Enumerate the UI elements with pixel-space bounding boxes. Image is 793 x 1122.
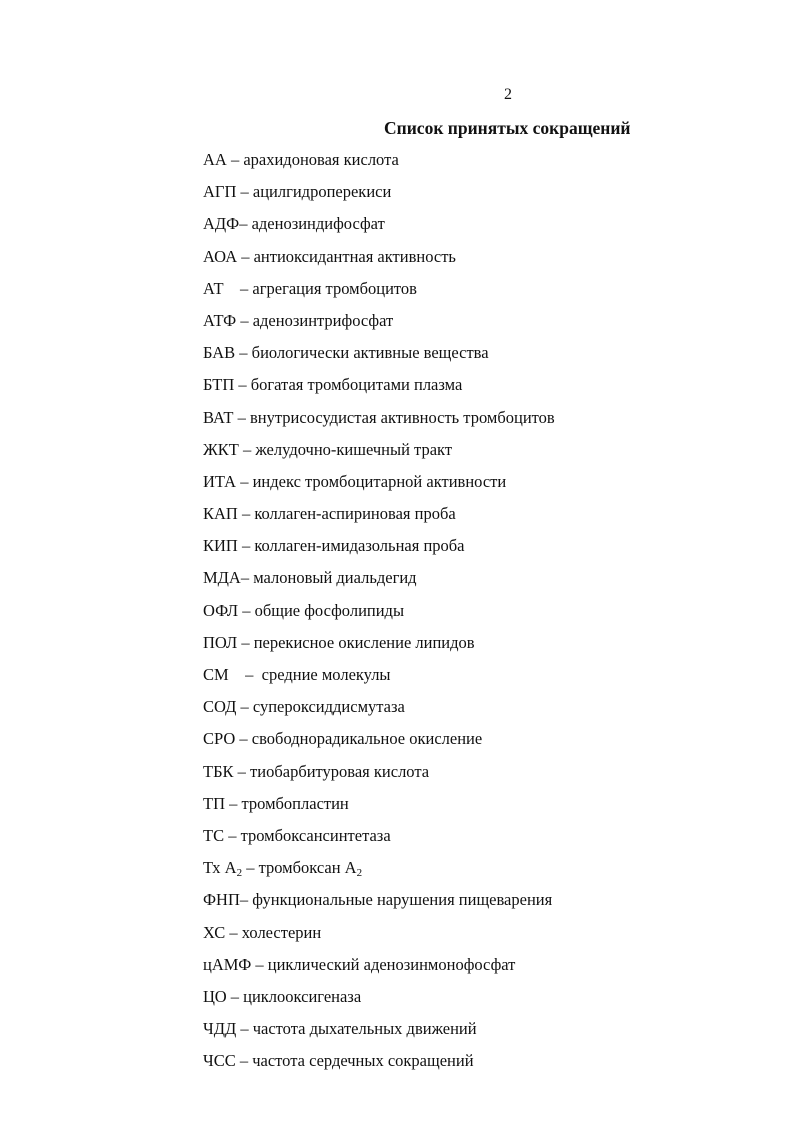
abbreviation-item: ТБК – тиобарбитуровая кислота xyxy=(203,761,430,781)
abbreviation-item: МДА– малоновый диальдегид xyxy=(203,568,417,588)
abbreviation-item: АДФ– аденозиндифосфат xyxy=(203,214,385,234)
abbreviation-item: ВАТ – внутрисосудистая активность тромбоцитов xyxy=(203,407,555,427)
abbreviation-item: АОА – антиоксидантная активность xyxy=(203,246,456,266)
abbreviation-item: ФНП– функциональные нарушения пищеварения xyxy=(203,890,553,910)
abbreviation-definition: – тромбоксан А xyxy=(242,858,357,878)
abbreviation-item: СМ – средние молекулы xyxy=(203,665,391,684)
abbreviation-list xyxy=(203,150,555,1083)
abbreviation-item: ЧДД – частота дыхательных движений xyxy=(203,1019,477,1039)
abbreviation-item: БТП – богатая тромбоцитами плазма xyxy=(203,375,463,395)
abbreviation-item: КИП – коллаген-имидазольная проба xyxy=(203,536,465,556)
subscript: 2 xyxy=(236,867,243,880)
page-title: Список принятых сокращений xyxy=(384,118,631,138)
abbreviation-item: ЦО – циклооксигеназа xyxy=(203,986,362,1006)
abbreviation-item: СОД – супероксиддисмутаза xyxy=(203,697,405,717)
abbreviation-item: ТС – тромбоксансинтетаза xyxy=(203,825,391,845)
abbreviation-item: ЧСС – частота сердечных сокращений xyxy=(203,1051,474,1071)
abbreviation-item: ХС – холестерин xyxy=(203,922,322,942)
abbreviation-item: ЖКТ – желудочно-кишечный тракт xyxy=(203,439,453,459)
abbreviation-item: АТ – агрегация тромбоцитов xyxy=(203,278,417,298)
abbreviation-item: СРО – свободнорадикальное окисление xyxy=(203,729,483,749)
abbreviation-item: ОФЛ – общие фосфолипиды xyxy=(203,600,405,620)
abbreviation-item: ПОЛ – перекисное окисление липидов xyxy=(203,632,475,652)
subscript: 2 xyxy=(356,867,363,880)
abbreviation-prefix: Тх А xyxy=(203,858,237,878)
abbreviation-item: цАМФ – циклический аденозинмонофосфат xyxy=(203,954,516,974)
abbreviation-item: КАП – коллаген-аспириновая проба xyxy=(203,504,456,524)
abbreviation-item-thromboxane xyxy=(203,858,555,890)
abbreviation-item: ИТА – индекс тромбоцитарной активности xyxy=(203,471,507,491)
abbreviation-item: БАВ – биологически активные вещества xyxy=(203,343,489,363)
abbreviation-item: ТП – тромбопластин xyxy=(203,793,349,813)
abbreviation-item: АА – арахидоновая кислота xyxy=(203,150,399,169)
abbreviation-item: АТФ – аденозинтрифосфат xyxy=(203,310,394,330)
abbreviation-item: АГП – ацилгидроперекиси xyxy=(203,182,392,202)
page-number: 2 xyxy=(504,86,512,103)
